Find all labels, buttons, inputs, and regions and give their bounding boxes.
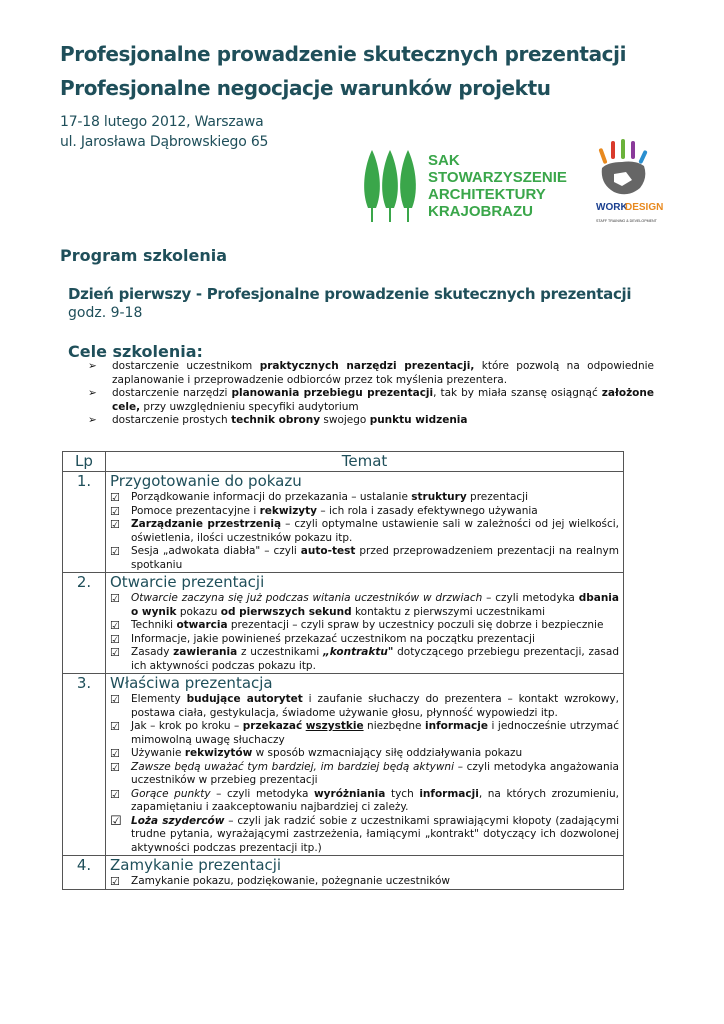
list-item: ☑ Elementy budujące autorytet i zaufanie słuchaczy do prezentera – kontakt wzrokowy, postawa ciała, gestykulacja, świadome używanie głosu, płynność wypowiedzi itp. — [110, 693, 619, 719]
checkbox-checked-icon: ☑ — [110, 646, 120, 659]
list-item: ☑ Loża szyderców – czyli jak radzić sobie z uczestnikami sprawiającymi kłopoty (zadającymi trudne pytania, wyrażającymi zastrzeżenia, łamiącymi „kontrakt" dotyczący ich dozwolonej aktywności podczas prezentacji itp.) — [110, 813, 619, 854]
wd-design: DESIGN — [625, 202, 664, 213]
list-item: ☑ Otwarcie zaczyna się już podczas witania uczestników w drzwiach – czyli metodyka dbania o wynik pokazu od pierwszych sekund kontaktu z pierwszymi uczestnikami — [110, 592, 619, 618]
list-item: ☑ Porządkowanie informacji do przekazania – ustalanie struktury prezentacji — [110, 491, 529, 504]
row-number: 2. — [63, 573, 106, 674]
checkbox-checked-icon: ☑ — [110, 619, 120, 632]
section-title: Otwarcie prezentacji — [110, 573, 265, 591]
goal-item: ➢ dostarczenie uczestnikom praktycznych narzędzi prezentacji, które pozwolą na odpowiednie zaplanowanie i przeprowadzenie odbiorców przez tok myślenia prezentera. — [88, 360, 654, 386]
address: ul. Jarosława Dąbrowskiego 65 — [60, 134, 269, 150]
program-heading: Program szkolenia — [60, 246, 228, 265]
col-temat: Temat — [106, 452, 624, 472]
list-item: ☑ Zawsze będą uważać tym bardziej, im bardziej będą aktywni – czyli metodyka angażowania uczestników w przebieg prezentacji — [110, 760, 619, 786]
list-item: ☑ Zarządzanie przestrzenią – czyli optymalne ustawienie sali w zależności od jej wielkości, oświetlenia, ilości uczestników pokazu itp. — [110, 518, 619, 544]
row-content — [106, 573, 624, 674]
program-table — [62, 451, 624, 890]
sak-line-4: KRAJOBRAZU — [428, 203, 533, 220]
checkbox-checked-icon: ☑ — [110, 592, 120, 605]
hand-icon — [598, 139, 647, 194]
row-number: 1. — [63, 472, 106, 573]
wd-work: WORK — [596, 202, 628, 213]
row-number: 3. — [63, 674, 106, 856]
list-item: ☑ Zasady zawierania z uczestnikami „kontraktu" dotyczącego przebiegu prezentacji, zasad ich aktywności podczas pokazu itp. — [110, 646, 619, 672]
row-content — [106, 856, 624, 890]
list-item: ☑ Zamykanie pokazu, podziękowanie, pożegnanie uczestników — [110, 875, 450, 888]
row-content — [106, 674, 624, 856]
goal-item: ➢ dostarczenie prostych technik obrony swojego punktu widzenia — [88, 414, 468, 426]
table-row — [63, 856, 624, 890]
table-header-row — [63, 452, 624, 472]
list-item: ☑ Używanie rekwizytów w sposób wzmacniający siłę oddziaływania pokazu — [110, 747, 523, 760]
goal-item: ➢ dostarczenie narzędzi planowania przebiegu prezentacji, tak by miała szansę osiągnąć założone cele, przy uwzględnieniu specyfiki audytorium — [88, 387, 654, 413]
checkbox-checked-icon: ☑ — [110, 875, 120, 888]
checkbox-checked-icon: ☑ — [110, 720, 120, 733]
title-line-1: Profesjonalne prowadzenie skutecznych prezentacji — [60, 42, 627, 66]
checkbox-checked-icon: ☑ — [110, 693, 120, 706]
sak-line-2: STOWARZYSZENIE — [428, 169, 567, 186]
day-title: Dzień pierwszy - Profesjonalne prowadzenie skutecznych prezentacji — [68, 285, 632, 303]
table-row — [63, 573, 624, 674]
arrow-bullet-icon: ➢ — [88, 387, 97, 399]
arrow-bullet-icon: ➢ — [88, 414, 97, 426]
checkbox-checked-icon: ☑ — [110, 545, 120, 558]
table-row — [63, 472, 624, 573]
checkbox-checked-icon: ☑ — [110, 491, 120, 504]
list-item: ☑ Sesja „adwokata diabła" – czyli auto-test przed przeprowadzeniem prezentacji na realnym spotkaniu — [110, 545, 619, 571]
row-number: 4. — [63, 856, 106, 890]
goals-list — [88, 360, 654, 428]
list-item: ☑ Techniki otwarcia prezentacji – czyli spraw by uczestnicy poczuli się dobrze i bezpiecznie — [110, 619, 604, 632]
goals-heading: Cele szkolenia: — [68, 342, 203, 361]
section-title: Przygotowanie do pokazu — [110, 472, 302, 490]
tree-icon — [364, 150, 416, 222]
table-row — [63, 674, 624, 856]
section-title: Właściwa prezentacja — [110, 674, 273, 692]
sak-line-1: SAK — [428, 152, 460, 169]
col-lp: Lp — [63, 452, 106, 472]
workdesign-logo — [592, 138, 664, 228]
checkbox-checked-icon: ☑ — [110, 760, 120, 774]
sak-line-3: ARCHITEKTURY — [428, 186, 546, 203]
list-item: ☑ Informacje, jakie powinieneś przekazać uczestnikom na początku prezentacji — [110, 632, 535, 646]
wd-tagline: STAFF TRAINING & DEVELOPMENT — [596, 219, 657, 223]
date-place: 17-18 lutego 2012, Warszawa — [60, 114, 264, 130]
checkbox-checked-icon: ☑ — [110, 787, 120, 801]
checkbox-checked-icon: ☑ — [110, 504, 120, 518]
checkbox-checked-icon: ☑ — [110, 747, 120, 760]
checkbox-checked-icon: ☑ — [110, 632, 120, 646]
row-content — [106, 472, 624, 573]
day-hours: godz. 9-18 — [68, 305, 143, 321]
title-line-2: Profesjonalne negocjacje warunków projektu — [60, 76, 551, 100]
list-item: ☑ Jak – krok po kroku – przekazać wszystkie niezbędne informacje i jednocześnie utrzymać mimowolną uwagę słuchaczy — [110, 720, 619, 746]
checkbox-checked-icon: ☑ — [110, 518, 120, 531]
sak-logo — [362, 148, 568, 224]
arrow-bullet-icon: ➢ — [88, 360, 97, 372]
list-item: ☑ Pomoce prezentacyjne i rekwizyty – ich rola i zasady efektywnego używania — [110, 504, 538, 518]
list-item: ☑ Gorące punkty – czyli metodyka wyróżniania tych informacji, na których zrozumieniu, zapamiętaniu i zaakceptowaniu najbardziej ci zależy. — [110, 787, 619, 813]
section-title: Zamykanie prezentacji — [110, 856, 282, 874]
checkbox-checked-icon: ☑ — [110, 813, 122, 829]
